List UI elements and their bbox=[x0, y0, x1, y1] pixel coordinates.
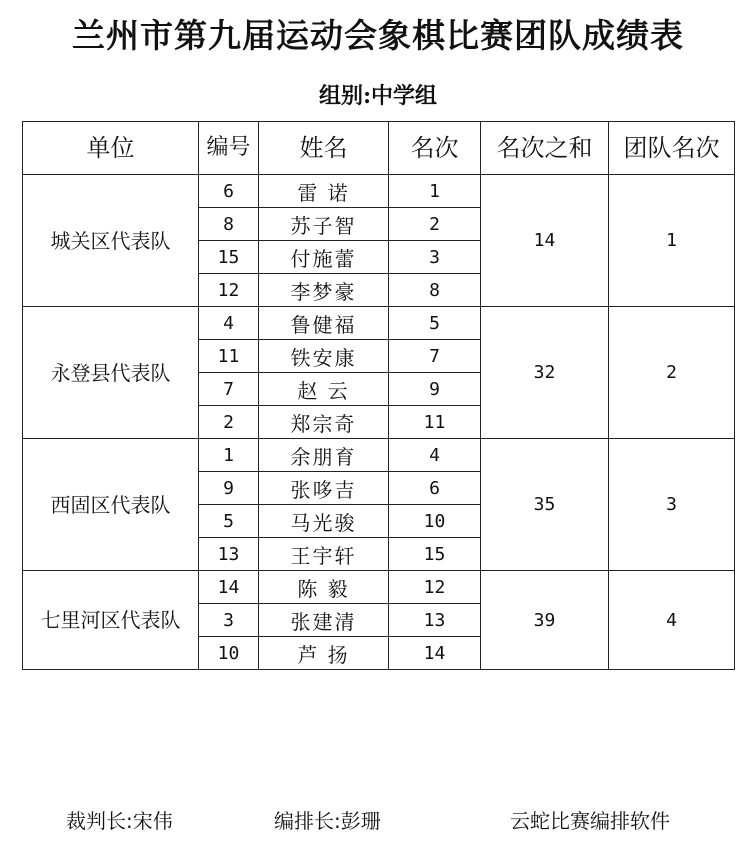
software-credit: 云蛇比赛编排软件 bbox=[510, 809, 670, 833]
header-row bbox=[23, 122, 735, 175]
table-row bbox=[23, 175, 735, 208]
player-rank: 13 bbox=[389, 604, 481, 637]
player-rank: 4 bbox=[389, 439, 481, 472]
player-rank: 1 bbox=[389, 175, 481, 208]
player-rank: 12 bbox=[389, 571, 481, 604]
player-number: 15 bbox=[199, 241, 259, 274]
table-row bbox=[23, 307, 735, 340]
team-rank-sum: 35 bbox=[481, 439, 609, 571]
player-number: 3 bbox=[199, 604, 259, 637]
team-rank: 2 bbox=[609, 307, 735, 439]
player-rank: 15 bbox=[389, 538, 481, 571]
team-unit: 永登县代表队 bbox=[23, 307, 199, 439]
player-name: 余朋育 bbox=[259, 439, 389, 472]
player-number: 5 bbox=[199, 505, 259, 538]
player-number: 2 bbox=[199, 406, 259, 439]
player-number: 13 bbox=[199, 538, 259, 571]
player-name: 张建清 bbox=[259, 604, 389, 637]
chief-referee: 裁判长:宋伟 bbox=[66, 809, 173, 833]
player-number: 7 bbox=[199, 373, 259, 406]
page-title: 兰州市第九届运动会象棋比赛团队成绩表 bbox=[72, 16, 684, 55]
player-number: 8 bbox=[199, 208, 259, 241]
player-number: 9 bbox=[199, 472, 259, 505]
player-rank: 14 bbox=[389, 637, 481, 670]
player-name: 铁安康 bbox=[259, 340, 389, 373]
player-rank: 5 bbox=[389, 307, 481, 340]
player-name: 鲁健福 bbox=[259, 307, 389, 340]
team-rank-sum: 32 bbox=[481, 307, 609, 439]
team-rank: 3 bbox=[609, 439, 735, 571]
player-number: 10 bbox=[199, 637, 259, 670]
player-rank: 2 bbox=[389, 208, 481, 241]
header-unit: 单位 bbox=[23, 122, 199, 175]
team-rank: 4 bbox=[609, 571, 735, 670]
table-row bbox=[23, 439, 735, 472]
player-name: 马光骏 bbox=[259, 505, 389, 538]
player-name: 雷 诺 bbox=[259, 175, 389, 208]
team-unit: 城关区代表队 bbox=[23, 175, 199, 307]
player-number: 6 bbox=[199, 175, 259, 208]
player-rank: 9 bbox=[389, 373, 481, 406]
player-rank: 6 bbox=[389, 472, 481, 505]
player-name: 王宇轩 bbox=[259, 538, 389, 571]
player-name: 苏子智 bbox=[259, 208, 389, 241]
player-name: 芦 扬 bbox=[259, 637, 389, 670]
player-number: 12 bbox=[199, 274, 259, 307]
player-rank: 10 bbox=[389, 505, 481, 538]
player-rank: 11 bbox=[389, 406, 481, 439]
player-number: 14 bbox=[199, 571, 259, 604]
results-table bbox=[22, 121, 735, 670]
header-number: 编号 bbox=[199, 122, 259, 175]
header-team-rank: 团队名次 bbox=[609, 122, 735, 175]
results-body bbox=[23, 175, 735, 670]
team-rank: 1 bbox=[609, 175, 735, 307]
chief-arranger: 编排长:彭珊 bbox=[274, 809, 381, 833]
player-name: 陈 毅 bbox=[259, 571, 389, 604]
player-name: 郑宗奇 bbox=[259, 406, 389, 439]
header-rank-sum: 名次之和 bbox=[481, 122, 609, 175]
player-number: 1 bbox=[199, 439, 259, 472]
team-unit: 七里河区代表队 bbox=[23, 571, 199, 670]
team-unit: 西固区代表队 bbox=[23, 439, 199, 571]
player-rank: 3 bbox=[389, 241, 481, 274]
player-name: 付施蕾 bbox=[259, 241, 389, 274]
header-rank: 名次 bbox=[389, 122, 481, 175]
player-number: 4 bbox=[199, 307, 259, 340]
team-rank-sum: 39 bbox=[481, 571, 609, 670]
player-number: 11 bbox=[199, 340, 259, 373]
player-name: 张哆吉 bbox=[259, 472, 389, 505]
group-label: 组别:中学组 bbox=[318, 83, 438, 109]
player-name: 李梦豪 bbox=[259, 274, 389, 307]
team-rank-sum: 14 bbox=[481, 175, 609, 307]
player-rank: 7 bbox=[389, 340, 481, 373]
player-rank: 8 bbox=[389, 274, 481, 307]
player-name: 赵 云 bbox=[259, 373, 389, 406]
table-row bbox=[23, 571, 735, 604]
header-name: 姓名 bbox=[259, 122, 389, 175]
